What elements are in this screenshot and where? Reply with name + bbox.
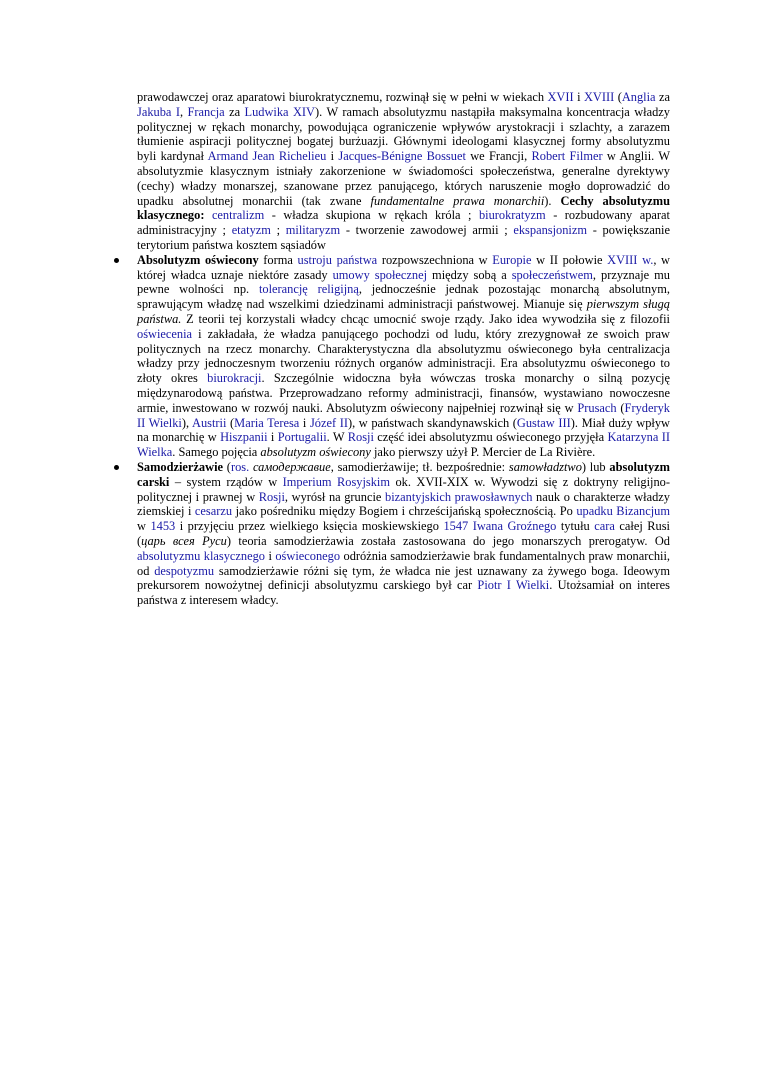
bullet-paragraph — [137, 253, 670, 460]
italic-term: samowładztwo — [508, 459, 582, 474]
text-run: rozpowszechniona w — [377, 252, 493, 267]
text-run: odróżnia samodzierżawie brak fundamentalnych praw monarchii, od — [137, 548, 671, 578]
text-run: w — [137, 519, 151, 534]
wiki-link[interactable]: Piotr I Wielki — [477, 578, 550, 593]
text-run: ( — [616, 400, 625, 415]
text-run: , — [179, 104, 188, 119]
italic-term: pierwszym sługą państwa. — [137, 297, 670, 326]
document-page — [137, 90, 670, 608]
text-run: - rozbudowany aparat administracyjny ; — [137, 208, 670, 238]
wiki-link[interactable]: biurokracji — [207, 371, 262, 386]
wiki-link[interactable]: absolutyzmu klasycznego — [137, 548, 266, 563]
wiki-link[interactable]: ustroju państwa — [297, 252, 378, 267]
text-run: ). W ramach absolutyzmu nastąpiła maksymalna koncentracja władzy politycznej w rękach monarchy, powodująca ograniczenie wpływów arystokracji i szlachty, a zarazem tłumienie aspiracji politycznej bogatej burżuazji. Głównymi ideologami klasycznej formy absolutyzmu byli kardynał — [137, 104, 670, 164]
text-run: . Utożsamiał on interes państwa z interesem władcy. — [137, 578, 670, 608]
text-run: ok. XVII-XIX w. Wywodzi się z doktryny religijno-politycznej i prawnej w — [137, 474, 671, 504]
text-run: . W — [326, 430, 348, 445]
bullet-paragraph — [137, 460, 670, 608]
wiki-link[interactable]: Ludwika XIV — [244, 104, 316, 119]
text-run: i — [265, 548, 276, 563]
italic-term: царь всея Руси — [141, 533, 227, 548]
wiki-link[interactable]: militaryzm — [285, 223, 341, 238]
text-run: prawodawczej oraz aparatowi biurokratycznemu, rozwinął się w pełni w wiekach — [137, 90, 548, 104]
text-run: samodzierżawie różni się tym, że władca nie jest uznawany za żywego boga. Ideowym prekursorem nowożytnej definicji absolutyzmu carskiego był car — [137, 563, 670, 593]
wiki-link[interactable]: Austrii — [192, 415, 227, 430]
bullet-icon — [114, 465, 119, 470]
wiki-link[interactable]: Portugalii — [277, 430, 327, 445]
text-run: - tworzenie zawodowej armii ; — [340, 223, 514, 238]
bold-term: Cechy absolutyzmu klasycznego: — [137, 193, 670, 223]
text-run: ( — [226, 415, 235, 430]
text-run: za — [224, 104, 245, 119]
wiki-link[interactable]: Jakuba I — [137, 104, 180, 119]
text-run: ). — [544, 193, 561, 208]
wiki-link[interactable]: umowy społecznej — [332, 267, 428, 282]
text-run: w II połowie — [531, 252, 608, 267]
italic-term: самодержавие — [252, 459, 331, 474]
wiki-link[interactable]: oświecenia — [137, 326, 193, 341]
text-run — [204, 208, 211, 222]
text-run: ) teoria samodzierżawia została zastosowana do jego monarszych prerogatyw. Od — [226, 533, 670, 548]
wiki-link[interactable]: Hiszpanii — [220, 430, 268, 445]
text-run: nauk o charakterze władzy ziemskiej i — [137, 489, 670, 519]
wiki-link[interactable]: Maria Teresa — [234, 415, 300, 430]
text-run: ( — [614, 90, 622, 104]
wiki-link[interactable]: Gustaw III — [516, 415, 571, 430]
text-run: w Anglii. W absolutyzmie klasycznym istniały zakorzenione w świadomości społeczeństwa, generalne dyrektywy (cechy) władzy monarszej, szanowane przez panującego, których naruszenie mogło doprowadzić do upadku absolutnej monarchii (tak zwane — [137, 149, 671, 208]
text-run: ), — [181, 415, 193, 430]
wiki-link[interactable]: Anglia — [621, 90, 656, 104]
wiki-link[interactable]: Rosji — [258, 489, 285, 504]
wiki-link[interactable]: XVIII — [583, 90, 615, 104]
text-run: i — [267, 430, 278, 445]
wiki-link[interactable]: 1547 — [443, 519, 469, 534]
text-run: we Francji, — [465, 149, 532, 164]
text-run: , samodierżawije; tł. bezpośrednie: — [330, 459, 509, 474]
wiki-link[interactable]: biurokratyzm — [478, 208, 546, 223]
text-run: ( — [223, 459, 231, 474]
wiki-link[interactable]: Jacques-Bénigne Bossuet — [338, 149, 466, 164]
text-run: za — [655, 90, 671, 104]
wiki-link[interactable]: bizantyjskich prawosławnych — [385, 489, 533, 504]
text-run: – system rządów w — [169, 474, 283, 489]
bold-term: Samodzierżawie — [137, 459, 224, 474]
text-run: część idei absolutyzmu oświeconego przyjęła — [373, 430, 608, 445]
text-run: , w której władca uznaje niektóre zasady — [137, 252, 670, 282]
wiki-link[interactable]: upadku Bizancjum — [576, 504, 670, 519]
wiki-link[interactable]: Prusach — [577, 400, 617, 415]
wiki-link[interactable]: tolerancję religijną — [258, 282, 359, 297]
text-run: ), w państwach skandynawskich ( — [347, 415, 517, 430]
text-run: jako pierwszy użył P. Mercier de La Rivière. — [370, 445, 596, 460]
wiki-link[interactable]: ros. — [230, 459, 250, 474]
intro-paragraph — [137, 90, 670, 253]
text-run: ). Miał duży wpływ na monarchię w — [137, 415, 670, 445]
text-run: - władza skupiona w rękach króla ; — [264, 208, 479, 223]
italic-term: absolutyzm oświecony — [260, 445, 371, 460]
text-run: i — [299, 415, 310, 430]
wiki-link[interactable]: etatyzm — [231, 223, 271, 238]
wiki-link[interactable]: XVIII w. — [607, 252, 654, 267]
wiki-link[interactable]: oświeconego — [275, 548, 341, 563]
text-run: , przyznaje mu pewne wolności np. — [137, 267, 670, 297]
text-run: Z teorii tej korzystali władcy chcąc umocnić swoje rządy. Jako idea wywodziła się z filozofii — [181, 311, 670, 326]
text-run: między sobą a — [427, 267, 512, 282]
text-run: ; — [270, 223, 286, 238]
wiki-link[interactable]: Europie — [492, 252, 532, 267]
wiki-link[interactable]: Armand Jean Richelieu — [207, 149, 327, 164]
bullet-icon — [114, 258, 119, 263]
wiki-link[interactable]: centralizm — [211, 208, 265, 223]
wiki-link[interactable]: Robert Filmer — [531, 149, 603, 164]
wiki-link[interactable]: Francja — [187, 104, 225, 119]
text-run: . Szczególnie widoczna była wówczas troska monarchy o silną pozycję międzynarodową państwa. Przeprowadzano reformy administracji, finansów, wystawiano nowoczesne armie, inwestowano w rozwój nauki. Absolutyzm oświecony najpełniej rozwinął się w — [137, 371, 670, 415]
text-run: tytułu — [556, 519, 595, 534]
text-run: forma — [258, 252, 298, 267]
text-run: całej Rusi ( — [137, 519, 670, 548]
wiki-link[interactable]: Iwana Groźnego — [472, 519, 557, 534]
text-run: - powiększanie terytorium państwa kosztem sąsiadów — [137, 223, 670, 252]
list-item-absolutyzm-oswiecony — [137, 253, 670, 460]
text-run: . Samego pojęcia — [172, 445, 261, 460]
text-run: , wyrósł na gruncie — [284, 489, 385, 504]
wiki-link[interactable]: despotyzmu — [154, 563, 215, 578]
wiki-link[interactable]: XVII — [547, 90, 574, 104]
bold-term: absolutyzm carski — [137, 459, 670, 489]
wiki-link[interactable]: Józef II — [309, 415, 348, 430]
wiki-link[interactable]: ekspansjonizm — [513, 223, 588, 238]
bold-term: Absolutyzm oświecony — [137, 252, 259, 267]
wiki-link[interactable]: cesarzu — [194, 504, 233, 519]
italic-term: fundamentalne prawa monarchii — [370, 193, 545, 208]
text-run: ) lub — [581, 459, 610, 474]
wiki-link[interactable]: Rosji — [347, 430, 374, 445]
text-run: jako pośredniku między Bogiem i chrześcijańską społecznością. Po — [232, 504, 577, 519]
wiki-link[interactable]: 1453 — [150, 519, 176, 534]
wiki-link[interactable]: społeczeństwem — [511, 267, 593, 282]
list-item-samodzierzawie — [137, 460, 670, 608]
text-run: i zakładała, że władza panującego pochodzi od ludu, który zrezygnował ze swoich praw politycznych na rzecz monarchy. Charakterystyczna dla absolutyzmu oświeconego była centralizacja władzy przy jednoczesnym tworzeniu różnych organów administracji. Era absolutyzmu oświeconego to złoty okres — [137, 326, 670, 386]
text-run: i przyjęciu przez wielkiego księcia moskiewskiego — [175, 519, 444, 534]
wiki-link[interactable]: cara — [594, 519, 615, 534]
wiki-link[interactable]: Fryderyk II Wielki — [137, 400, 670, 430]
wiki-link[interactable]: Imperium Rosyjskim — [282, 474, 391, 489]
text-run: i — [326, 149, 339, 164]
wiki-link[interactable]: Katarzyna II Wielka — [137, 430, 671, 460]
text-run: i — [573, 90, 584, 104]
text-run: , jednocześnie jednak pozostając monarchą absolutnym, sprawującym władzę nad wszelkimi dziedzinami administracji państwowej. Mianuje się — [137, 282, 670, 312]
